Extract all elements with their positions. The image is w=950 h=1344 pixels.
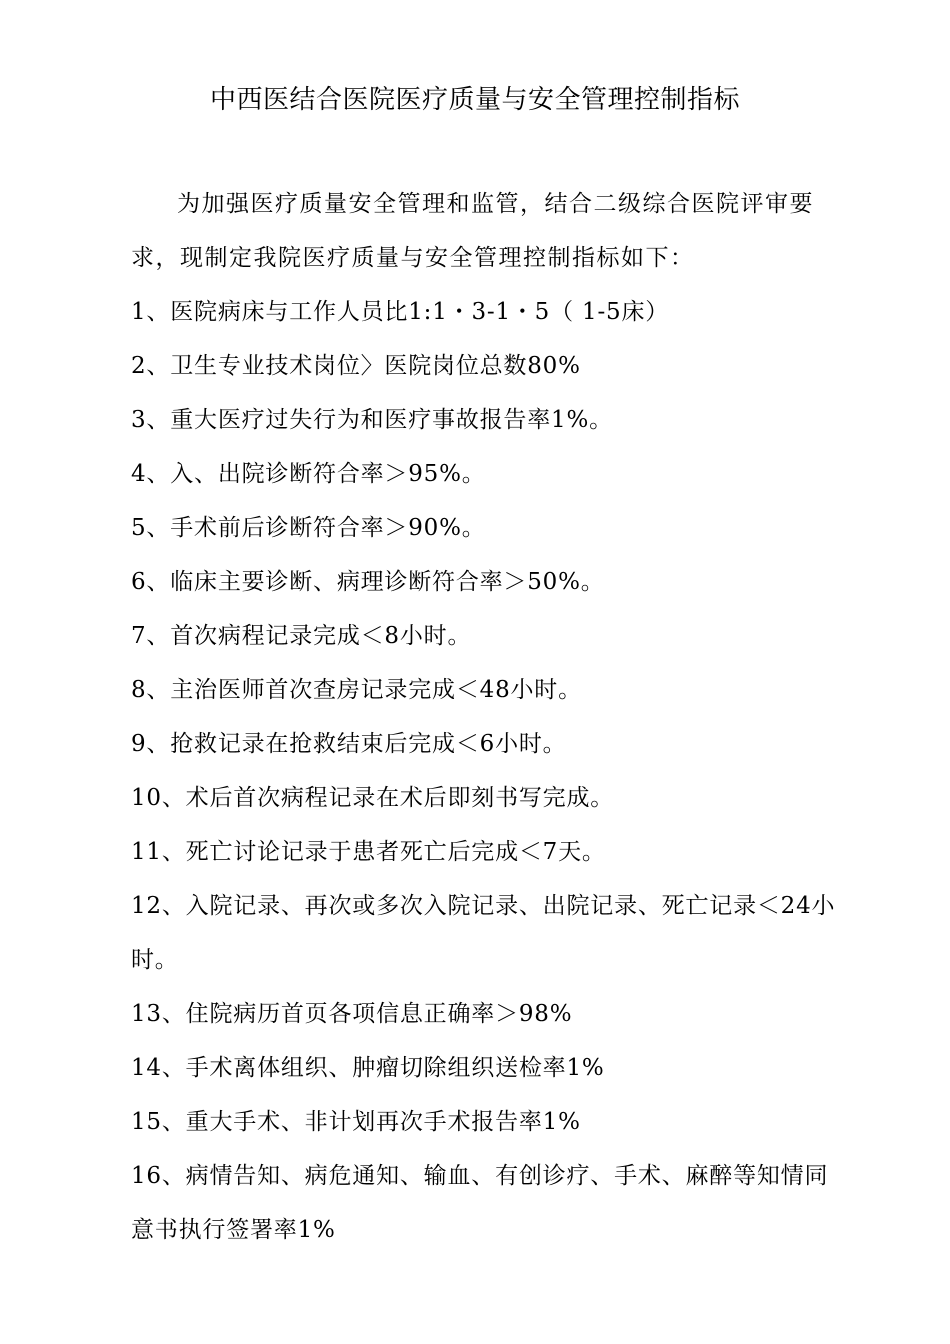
list-item: 7、首次病程记录完成＜8小时。 [131, 623, 472, 649]
list-item: 12、入院记录、再次或多次入院记录、出院记录、死亡记录＜24小时。 [131, 893, 836, 973]
list-item: 1、医院病床与工作人员比1:1・3-1・5（ 1-5床） [131, 299, 670, 325]
intro-paragraph: 为加强医疗质量安全管理和监管，结合二级综合医院评审要求，现制定我院医疗质量与安全管理控制指标如下： [131, 191, 814, 271]
list-item: 2、卫生专业技术岗位〉医院岗位总数80% [131, 353, 581, 379]
list-item: 13、住院病历首页各项信息正确率＞98% [131, 1001, 573, 1027]
list-item: 15、重大手术、非计划再次手术报告率1% [131, 1109, 581, 1135]
list-item: 14、手术离体组织、肿瘤切除组织送检率1% [131, 1055, 605, 1081]
list-item: 16、病情告知、病危通知、输血、有创诊疗、手术、麻醉等知情同意书执行签署率1% [131, 1163, 829, 1243]
list-item: 5、手术前后诊断符合率＞90%。 [131, 515, 486, 541]
list-item: 10、术后首次病程记录在术后即刻书写完成。 [131, 785, 615, 811]
list-item: 4、入、出院诊断符合率＞95%。 [131, 461, 486, 487]
document-title: 中西医结合医院医疗质量与安全管理控制指标 [209, 85, 740, 115]
indicator-list [131, 285, 851, 1257]
list-item: 8、主治医师首次查房记录完成＜48小时。 [131, 677, 582, 703]
list-item: 9、抢救记录在抢救结束后完成＜6小时。 [131, 731, 567, 757]
list-item: 3、重大医疗过失行为和医疗事故报告率1%。 [131, 407, 613, 433]
list-item: 6、临床主要诊断、病理诊断符合率＞50%。 [131, 569, 605, 595]
document-body [131, 177, 851, 1257]
list-item: 11、死亡讨论记录于患者死亡后完成＜7天。 [131, 839, 606, 865]
